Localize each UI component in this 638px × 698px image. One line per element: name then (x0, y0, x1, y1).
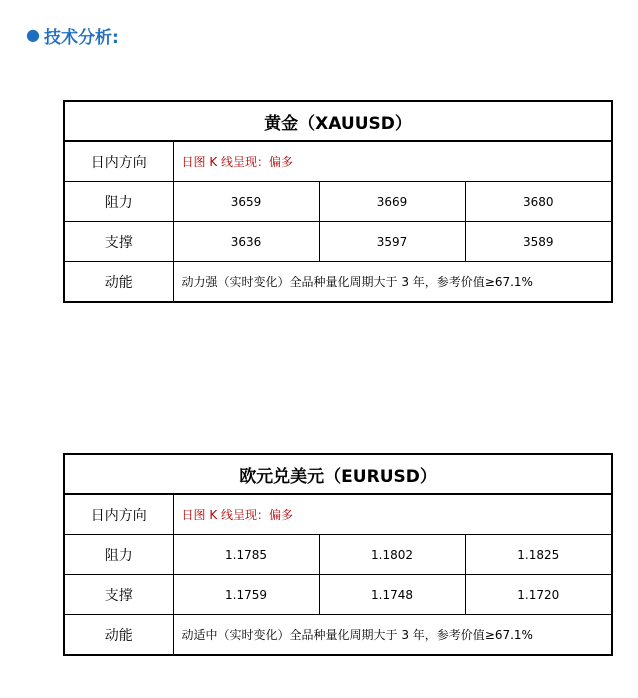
momentum-label: 动能 (64, 262, 173, 303)
resistance-value: 1.1802 (319, 535, 465, 575)
section-heading (26, 22, 119, 48)
bullet-icon: ● (26, 25, 40, 44)
direction-label: 日内方向 (64, 494, 173, 535)
gold-analysis-table (63, 100, 613, 303)
support-value: 1.1748 (319, 575, 465, 615)
support-value: 1.1759 (173, 575, 319, 615)
momentum-value: 动力强（实时变化）全品种量化周期大于 3 年，参考价值≥67.1% (173, 262, 612, 303)
direction-label: 日内方向 (64, 141, 173, 182)
resistance-label: 阻力 (64, 182, 173, 222)
direction-value: 日图 K 线呈现：偏多 (173, 141, 612, 182)
support-value: 3636 (173, 222, 319, 262)
resistance-value: 1.1785 (173, 535, 319, 575)
momentum-value: 动适中（实时变化）全品种量化周期大于 3 年，参考价值≥67.1% (173, 615, 612, 656)
direction-value: 日图 K 线呈现：偏多 (173, 494, 612, 535)
resistance-value: 3669 (319, 182, 465, 222)
support-value: 1.1720 (465, 575, 612, 615)
table-title: 黄金（XAUUSD） (64, 101, 612, 141)
resistance-value: 3680 (465, 182, 612, 222)
resistance-value: 3659 (173, 182, 319, 222)
eurusd-analysis-table (63, 453, 613, 656)
section-heading-text: 技术分析: (43, 27, 119, 48)
support-label: 支撑 (64, 222, 173, 262)
resistance-label: 阻力 (64, 535, 173, 575)
support-value: 3597 (319, 222, 465, 262)
support-label: 支撑 (64, 575, 173, 615)
momentum-label: 动能 (64, 615, 173, 656)
support-value: 3589 (465, 222, 612, 262)
resistance-value: 1.1825 (465, 535, 612, 575)
table-title: 欧元兑美元（EURUSD） (64, 454, 612, 494)
